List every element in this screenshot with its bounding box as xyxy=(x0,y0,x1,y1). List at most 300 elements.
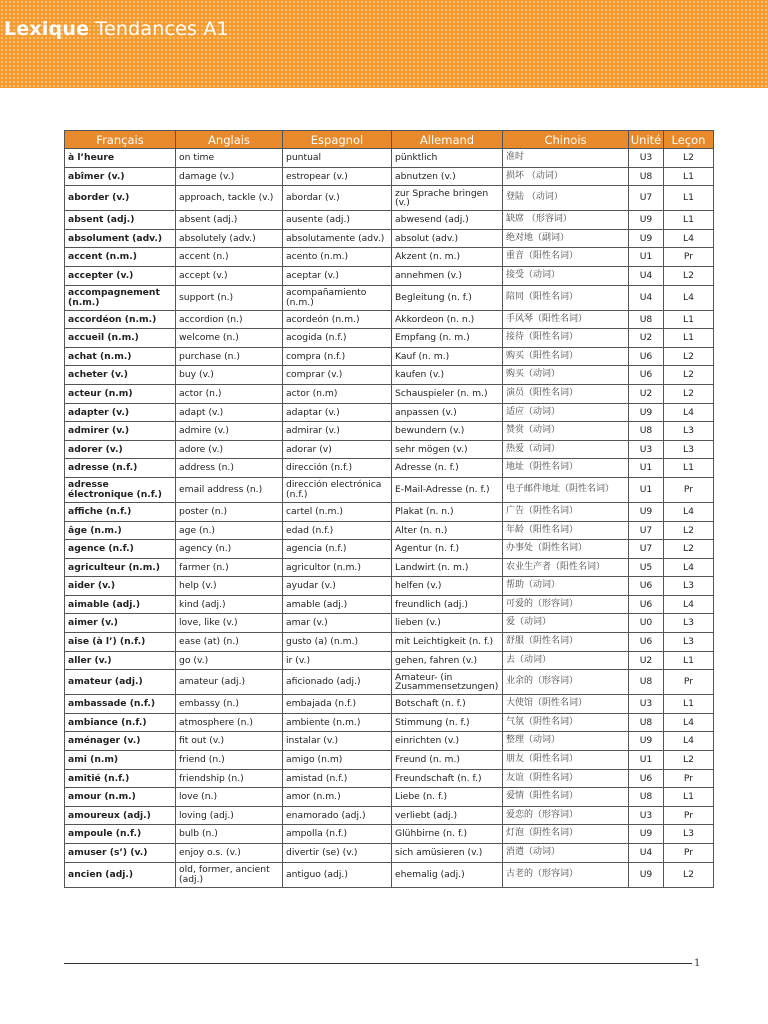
col-unite-cell: U2 xyxy=(629,651,664,670)
col-lecon-cell: L4 xyxy=(664,558,714,577)
col-espagnol-cell: gusto (a) (n.m.) xyxy=(283,633,392,652)
col-lecon-cell: L1 xyxy=(664,310,714,329)
col-anglais-cell: bulb (n.) xyxy=(176,825,283,844)
col-lecon-cell: L2 xyxy=(664,521,714,540)
col-chinois-cell: 爱（动词） xyxy=(503,614,629,633)
col-unite-cell: U1 xyxy=(629,751,664,770)
table-row xyxy=(65,577,714,596)
col-francais-cell: absolument (adv.) xyxy=(65,229,176,248)
col-anglais-cell: accordion (n.) xyxy=(176,310,283,329)
col-chinois-cell: 友谊（阴性名词） xyxy=(503,769,629,788)
col-allemand-cell: abwesend (adj.) xyxy=(392,211,503,230)
col-chinois-cell: 陪同（阳性名词） xyxy=(503,285,629,310)
col-chinois-cell: 热爱（动词） xyxy=(503,440,629,459)
col-lecon-cell: L4 xyxy=(664,732,714,751)
col-anglais-cell: actor (n.) xyxy=(176,384,283,403)
col-allemand-cell: Plakat (n. n.) xyxy=(392,502,503,521)
col-espagnol-cell: amable (adj.) xyxy=(283,595,392,614)
col-lecon-cell: L4 xyxy=(664,229,714,248)
col-lecon-cell: L3 xyxy=(664,577,714,596)
col-anglais-cell: poster (n.) xyxy=(176,502,283,521)
col-anglais-cell: enjoy o.s. (v.) xyxy=(176,844,283,863)
col-espagnol-cell: acento (n.m.) xyxy=(283,248,392,267)
col-lecon-cell: Pr xyxy=(664,248,714,267)
col-allemand-cell: Schauspieler (n. m.) xyxy=(392,384,503,403)
table-header-row xyxy=(65,131,714,149)
col-lecon-cell: L2 xyxy=(664,384,714,403)
table-row xyxy=(65,186,714,211)
col-francais-cell: affiche (n.f.) xyxy=(65,502,176,521)
col-francais-cell: agence (n.f.) xyxy=(65,540,176,559)
col-francais-cell: amuser (s’) (v.) xyxy=(65,844,176,863)
table-row xyxy=(65,844,714,863)
col-allemand-cell: Empfang (n. m.) xyxy=(392,329,503,348)
col-unite-cell: U8 xyxy=(629,713,664,732)
col-espagnol-cell: aficionado (adj.) xyxy=(283,670,392,695)
col-chinois-cell: 年龄（阳性名词） xyxy=(503,521,629,540)
col-anglais-cell: loving (adj.) xyxy=(176,806,283,825)
col-anglais-cell: atmosphere (n.) xyxy=(176,713,283,732)
table-row xyxy=(65,769,714,788)
col-francais-cell: ampoule (n.f.) xyxy=(65,825,176,844)
col-chinois-cell: 地址（阴性名词） xyxy=(503,459,629,478)
col-allemand-cell: mit Leichtigkeit (n. f.) xyxy=(392,633,503,652)
footer-rule xyxy=(64,963,692,964)
col-anglais-cell: love, like (v.) xyxy=(176,614,283,633)
col-chinois-cell: 整理（动词） xyxy=(503,732,629,751)
col-francais-cell: adapter (v.) xyxy=(65,403,176,422)
col-anglais-cell: fit out (v.) xyxy=(176,732,283,751)
col-chinois-cell: 古老的（形容词） xyxy=(503,862,629,887)
col-espagnol-cell: amigo (n.m) xyxy=(283,751,392,770)
col-chinois-cell: 准时 xyxy=(503,149,629,168)
col-francais-cell: accueil (n.m.) xyxy=(65,329,176,348)
col-allemand-cell: Botschaft (n. f.) xyxy=(392,695,503,714)
table-row xyxy=(65,149,714,168)
table-row xyxy=(65,540,714,559)
col-espagnol-cell: ampolla (n.f.) xyxy=(283,825,392,844)
col-espagnol-cell: puntual xyxy=(283,149,392,168)
col-lecon-cell: Pr xyxy=(664,477,714,502)
col-chinois-cell: 大使馆（阴性名词） xyxy=(503,695,629,714)
col-unite-cell: U9 xyxy=(629,502,664,521)
table-body xyxy=(65,149,714,888)
col-unite-cell: U1 xyxy=(629,477,664,502)
col-anglais-cell: age (n.) xyxy=(176,521,283,540)
col-lecon-cell: Pr xyxy=(664,844,714,863)
col-anglais-cell: damage (v.) xyxy=(176,167,283,186)
col-lecon-cell: L2 xyxy=(664,540,714,559)
table-row xyxy=(65,366,714,385)
col-unite-cell: U2 xyxy=(629,329,664,348)
table-row xyxy=(65,521,714,540)
col-espagnol-cell: acordeón (n.m.) xyxy=(283,310,392,329)
col-lecon-cell: L1 xyxy=(664,329,714,348)
table-row xyxy=(65,285,714,310)
col-allemand-header: Allemand xyxy=(392,131,503,149)
col-francais-cell: ambiance (n.f.) xyxy=(65,713,176,732)
col-chinois-cell: 登陆 （动词） xyxy=(503,186,629,211)
col-allemand-cell: verliebt (adj.) xyxy=(392,806,503,825)
col-espagnol-cell: acogida (n.f.) xyxy=(283,329,392,348)
col-allemand-cell: Glühbirne (n. f.) xyxy=(392,825,503,844)
header-banner xyxy=(0,0,768,88)
col-francais-cell: accent (n.m.) xyxy=(65,248,176,267)
col-allemand-cell: Akzent (n. m.) xyxy=(392,248,503,267)
col-anglais-cell: adapt (v.) xyxy=(176,403,283,422)
table-row xyxy=(65,862,714,887)
col-unite-cell: U7 xyxy=(629,540,664,559)
col-allemand-cell: Agentur (n. f.) xyxy=(392,540,503,559)
col-espagnol-cell: agricultor (n.m.) xyxy=(283,558,392,577)
col-unite-cell: U9 xyxy=(629,825,664,844)
col-chinois-cell: 帮助（动词） xyxy=(503,577,629,596)
col-anglais-cell: buy (v.) xyxy=(176,366,283,385)
col-espagnol-cell: ausente (adj.) xyxy=(283,211,392,230)
col-lecon-cell: L4 xyxy=(664,285,714,310)
table-row xyxy=(65,229,714,248)
table-row xyxy=(65,440,714,459)
table-row xyxy=(65,266,714,285)
col-allemand-cell: Kauf (n. m.) xyxy=(392,347,503,366)
col-francais-cell: aider (v.) xyxy=(65,577,176,596)
col-chinois-cell: 办事处（阴性名词） xyxy=(503,540,629,559)
col-anglais-cell: support (n.) xyxy=(176,285,283,310)
col-espagnol-cell: amor (n.m.) xyxy=(283,788,392,807)
table-row xyxy=(65,167,714,186)
col-anglais-cell: approach, tackle (v.) xyxy=(176,186,283,211)
col-unite-cell: U8 xyxy=(629,310,664,329)
col-espagnol-cell: dirección (n.f.) xyxy=(283,459,392,478)
col-lecon-cell: Pr xyxy=(664,769,714,788)
col-unite-cell: U8 xyxy=(629,788,664,807)
col-espagnol-cell: estropear (v.) xyxy=(283,167,392,186)
col-francais-cell: amitié (n.f.) xyxy=(65,769,176,788)
col-francais-cell: accordéon (n.m.) xyxy=(65,310,176,329)
table-row xyxy=(65,384,714,403)
col-unite-cell: U9 xyxy=(629,403,664,422)
col-chinois-cell: 灯泡（阴性名词） xyxy=(503,825,629,844)
col-chinois-cell: 消遣（动词） xyxy=(503,844,629,863)
col-allemand-cell: Stimmung (n. f.) xyxy=(392,713,503,732)
col-unite-cell: U6 xyxy=(629,769,664,788)
col-francais-cell: amour (n.m.) xyxy=(65,788,176,807)
col-francais-cell: agriculteur (n.m.) xyxy=(65,558,176,577)
table-row xyxy=(65,310,714,329)
col-unite-cell: U8 xyxy=(629,422,664,441)
col-anglais-cell: address (n.) xyxy=(176,459,283,478)
col-unite-cell: U4 xyxy=(629,844,664,863)
col-anglais-header: Anglais xyxy=(176,131,283,149)
col-espagnol-cell: compra (n.f.) xyxy=(283,347,392,366)
col-unite-cell: U1 xyxy=(629,459,664,478)
table-row xyxy=(65,825,714,844)
table-row xyxy=(65,633,714,652)
table-row xyxy=(65,614,714,633)
col-espagnol-cell: antiguo (adj.) xyxy=(283,862,392,887)
table-row xyxy=(65,422,714,441)
col-chinois-cell: 重音（阳性名词） xyxy=(503,248,629,267)
col-chinois-cell: 电子邮件地址（阴性名词） xyxy=(503,477,629,502)
table-row xyxy=(65,459,714,478)
col-allemand-cell: Landwirt (n. m.) xyxy=(392,558,503,577)
col-espagnol-cell: actor (n.m) xyxy=(283,384,392,403)
col-allemand-cell: annehmen (v.) xyxy=(392,266,503,285)
col-lecon-cell: L2 xyxy=(664,347,714,366)
table-row xyxy=(65,502,714,521)
col-lecon-cell: L1 xyxy=(664,186,714,211)
col-anglais-cell: farmer (n.) xyxy=(176,558,283,577)
col-anglais-cell: love (n.) xyxy=(176,788,283,807)
col-unite-header: Unité xyxy=(629,131,664,149)
col-lecon-header: Leçon xyxy=(664,131,714,149)
col-francais-cell: ami (n.m) xyxy=(65,751,176,770)
col-lecon-cell: L3 xyxy=(664,440,714,459)
col-chinois-cell: 广告（阴性名词） xyxy=(503,502,629,521)
col-unite-cell: U1 xyxy=(629,248,664,267)
col-francais-cell: aménager (v.) xyxy=(65,732,176,751)
col-allemand-cell: absolut (adv.) xyxy=(392,229,503,248)
col-chinois-cell: 舒服（阴性名词） xyxy=(503,633,629,652)
page-title xyxy=(4,18,229,40)
col-espagnol-cell: adorar (v) xyxy=(283,440,392,459)
col-anglais-cell: adore (v.) xyxy=(176,440,283,459)
col-lecon-cell: L1 xyxy=(664,695,714,714)
col-allemand-cell: Liebe (n. f.) xyxy=(392,788,503,807)
col-espagnol-cell: agencia (n.f.) xyxy=(283,540,392,559)
col-anglais-cell: go (v.) xyxy=(176,651,283,670)
col-anglais-cell: friendship (n.) xyxy=(176,769,283,788)
col-chinois-cell: 农业生产者（阳性名词） xyxy=(503,558,629,577)
col-francais-cell: âge (n.m.) xyxy=(65,521,176,540)
col-allemand-cell: helfen (v.) xyxy=(392,577,503,596)
col-anglais-cell: amateur (adj.) xyxy=(176,670,283,695)
col-anglais-cell: on time xyxy=(176,149,283,168)
col-allemand-cell: Freund (n. m.) xyxy=(392,751,503,770)
col-francais-cell: acteur (n.m) xyxy=(65,384,176,403)
col-unite-cell: U6 xyxy=(629,633,664,652)
col-francais-cell: ambassade (n.f.) xyxy=(65,695,176,714)
col-anglais-cell: email address (n.) xyxy=(176,477,283,502)
col-chinois-cell: 爱恋的（形容词） xyxy=(503,806,629,825)
col-anglais-cell: absolutely (adv.) xyxy=(176,229,283,248)
table-row xyxy=(65,595,714,614)
col-francais-cell: adorer (v.) xyxy=(65,440,176,459)
col-francais-cell: aimable (adj.) xyxy=(65,595,176,614)
col-anglais-cell: kind (adj.) xyxy=(176,595,283,614)
col-unite-cell: U6 xyxy=(629,577,664,596)
lexicon-table xyxy=(64,130,714,888)
col-unite-cell: U3 xyxy=(629,440,664,459)
col-allemand-cell: gehen, fahren (v.) xyxy=(392,651,503,670)
col-chinois-cell: 手风琴（阳性名词） xyxy=(503,310,629,329)
table-row xyxy=(65,347,714,366)
col-chinois-cell: 爱情（阳性名词） xyxy=(503,788,629,807)
col-allemand-cell: Akkordeon (n. n.) xyxy=(392,310,503,329)
table-row xyxy=(65,670,714,695)
col-lecon-cell: L3 xyxy=(664,422,714,441)
table-row xyxy=(65,403,714,422)
col-lecon-cell: L2 xyxy=(664,149,714,168)
col-francais-cell: achat (n.m.) xyxy=(65,347,176,366)
col-allemand-cell: freundlich (adj.) xyxy=(392,595,503,614)
col-francais-cell: acheter (v.) xyxy=(65,366,176,385)
col-anglais-cell: agency (n.) xyxy=(176,540,283,559)
col-chinois-cell: 演员（阳性名词） xyxy=(503,384,629,403)
table-row xyxy=(65,211,714,230)
col-allemand-cell: Amateur- (in Zusammensetzungen) xyxy=(392,670,503,695)
col-lecon-cell: L1 xyxy=(664,459,714,478)
col-espagnol-cell: abordar (v.) xyxy=(283,186,392,211)
col-anglais-cell: embassy (n.) xyxy=(176,695,283,714)
col-lecon-cell: L1 xyxy=(664,788,714,807)
table-row xyxy=(65,558,714,577)
col-francais-cell: aller (v.) xyxy=(65,651,176,670)
col-espagnol-cell: divertir (se) (v.) xyxy=(283,844,392,863)
col-espagnol-cell: aceptar (v.) xyxy=(283,266,392,285)
col-unite-cell: U6 xyxy=(629,595,664,614)
col-espagnol-cell: acompañamiento (n.m.) xyxy=(283,285,392,310)
col-francais-cell: admirer (v.) xyxy=(65,422,176,441)
col-francais-cell: aimer (v.) xyxy=(65,614,176,633)
col-anglais-cell: friend (n.) xyxy=(176,751,283,770)
col-espagnol-cell: ir (v.) xyxy=(283,651,392,670)
col-lecon-cell: L3 xyxy=(664,633,714,652)
col-unite-cell: U0 xyxy=(629,614,664,633)
col-francais-cell: aise (à l’) (n.f.) xyxy=(65,633,176,652)
col-espagnol-cell: amar (v.) xyxy=(283,614,392,633)
col-espagnol-header: Espagnol xyxy=(283,131,392,149)
col-unite-cell: U3 xyxy=(629,695,664,714)
col-unite-cell: U3 xyxy=(629,149,664,168)
table-row xyxy=(65,651,714,670)
col-chinois-cell: 适应（动词） xyxy=(503,403,629,422)
table-row xyxy=(65,477,714,502)
col-espagnol-cell: comprar (v.) xyxy=(283,366,392,385)
col-chinois-cell: 去（动词） xyxy=(503,651,629,670)
table-row xyxy=(65,732,714,751)
table-row xyxy=(65,788,714,807)
col-unite-cell: U4 xyxy=(629,266,664,285)
col-chinois-cell: 赞赏（动词） xyxy=(503,422,629,441)
col-unite-cell: U6 xyxy=(629,366,664,385)
col-anglais-cell: old, former, ancient (adj.) xyxy=(176,862,283,887)
col-unite-cell: U3 xyxy=(629,806,664,825)
col-lecon-cell: L4 xyxy=(664,713,714,732)
col-anglais-cell: accept (v.) xyxy=(176,266,283,285)
table-row xyxy=(65,329,714,348)
col-unite-cell: U9 xyxy=(629,229,664,248)
col-chinois-cell: 缺席 （形容词） xyxy=(503,211,629,230)
col-unite-cell: U9 xyxy=(629,862,664,887)
col-espagnol-cell: adaptar (v.) xyxy=(283,403,392,422)
col-francais-cell: à l’heure xyxy=(65,149,176,168)
col-allemand-cell: sehr mögen (v.) xyxy=(392,440,503,459)
col-allemand-cell: pünktlich xyxy=(392,149,503,168)
col-unite-cell: U8 xyxy=(629,670,664,695)
col-allemand-cell: anpassen (v.) xyxy=(392,403,503,422)
col-unite-cell: U7 xyxy=(629,521,664,540)
col-lecon-cell: L1 xyxy=(664,651,714,670)
col-anglais-cell: admire (v.) xyxy=(176,422,283,441)
col-espagnol-cell: edad (n.f.) xyxy=(283,521,392,540)
col-espagnol-cell: instalar (v.) xyxy=(283,732,392,751)
col-espagnol-cell: ambiente (n.m.) xyxy=(283,713,392,732)
col-chinois-cell: 可爱的（形容词） xyxy=(503,595,629,614)
col-francais-cell: amoureux (adj.) xyxy=(65,806,176,825)
col-espagnol-cell: absolutamente (adv.) xyxy=(283,229,392,248)
col-espagnol-cell: admirar (v.) xyxy=(283,422,392,441)
col-lecon-cell: L2 xyxy=(664,366,714,385)
col-francais-cell: amateur (adj.) xyxy=(65,670,176,695)
col-anglais-cell: accent (n.) xyxy=(176,248,283,267)
col-allemand-cell: kaufen (v.) xyxy=(392,366,503,385)
col-allemand-cell: E-Mail-Adresse (n. f.) xyxy=(392,477,503,502)
table-row xyxy=(65,248,714,267)
col-espagnol-cell: cartel (n.m.) xyxy=(283,502,392,521)
col-francais-cell: absent (adj.) xyxy=(65,211,176,230)
col-unite-cell: U2 xyxy=(629,384,664,403)
table-row xyxy=(65,806,714,825)
col-espagnol-cell: embajada (n.f.) xyxy=(283,695,392,714)
col-allemand-cell: Freundschaft (n. f.) xyxy=(392,769,503,788)
table-row xyxy=(65,695,714,714)
col-espagnol-cell: amistad (n.f.) xyxy=(283,769,392,788)
col-allemand-cell: sich amüsieren (v.) xyxy=(392,844,503,863)
title-bold: Lexique xyxy=(4,18,90,40)
table-row xyxy=(65,713,714,732)
col-lecon-cell: Pr xyxy=(664,806,714,825)
page-number: 1 xyxy=(694,958,701,969)
col-allemand-cell: lieben (v.) xyxy=(392,614,503,633)
col-unite-cell: U8 xyxy=(629,167,664,186)
col-espagnol-cell: enamorado (adj.) xyxy=(283,806,392,825)
col-chinois-header: Chinois xyxy=(503,131,629,149)
col-unite-cell: U9 xyxy=(629,211,664,230)
col-francais-cell: adresse électronique (n.f.) xyxy=(65,477,176,502)
col-chinois-cell: 损坏 （动词） xyxy=(503,167,629,186)
col-francais-cell: accompagnement (n.m.) xyxy=(65,285,176,310)
col-allemand-cell: bewundern (v.) xyxy=(392,422,503,441)
col-lecon-cell: L4 xyxy=(664,502,714,521)
col-francais-header: Français xyxy=(65,131,176,149)
col-unite-cell: U7 xyxy=(629,186,664,211)
col-espagnol-cell: dirección electrónica (n.f.) xyxy=(283,477,392,502)
col-anglais-cell: welcome (n.) xyxy=(176,329,283,348)
col-francais-cell: abîmer (v.) xyxy=(65,167,176,186)
col-chinois-cell: 接待（阳性名词） xyxy=(503,329,629,348)
col-allemand-cell: Adresse (n. f.) xyxy=(392,459,503,478)
col-unite-cell: U4 xyxy=(629,285,664,310)
col-allemand-cell: einrichten (v.) xyxy=(392,732,503,751)
col-francais-cell: ancien (adj.) xyxy=(65,862,176,887)
col-chinois-cell: 绝对地（副词） xyxy=(503,229,629,248)
col-allemand-cell: ehemalig (adj.) xyxy=(392,862,503,887)
col-francais-cell: accepter (v.) xyxy=(65,266,176,285)
title-rest: Tendances A1 xyxy=(89,18,229,40)
col-anglais-cell: help (v.) xyxy=(176,577,283,596)
col-lecon-cell: L1 xyxy=(664,167,714,186)
col-lecon-cell: Pr xyxy=(664,670,714,695)
col-lecon-cell: L1 xyxy=(664,211,714,230)
col-lecon-cell: L4 xyxy=(664,595,714,614)
col-lecon-cell: L3 xyxy=(664,825,714,844)
col-unite-cell: U6 xyxy=(629,347,664,366)
col-chinois-cell: 接受（动词） xyxy=(503,266,629,285)
col-espagnol-cell: ayudar (v.) xyxy=(283,577,392,596)
col-unite-cell: U5 xyxy=(629,558,664,577)
col-francais-cell: aborder (v.) xyxy=(65,186,176,211)
